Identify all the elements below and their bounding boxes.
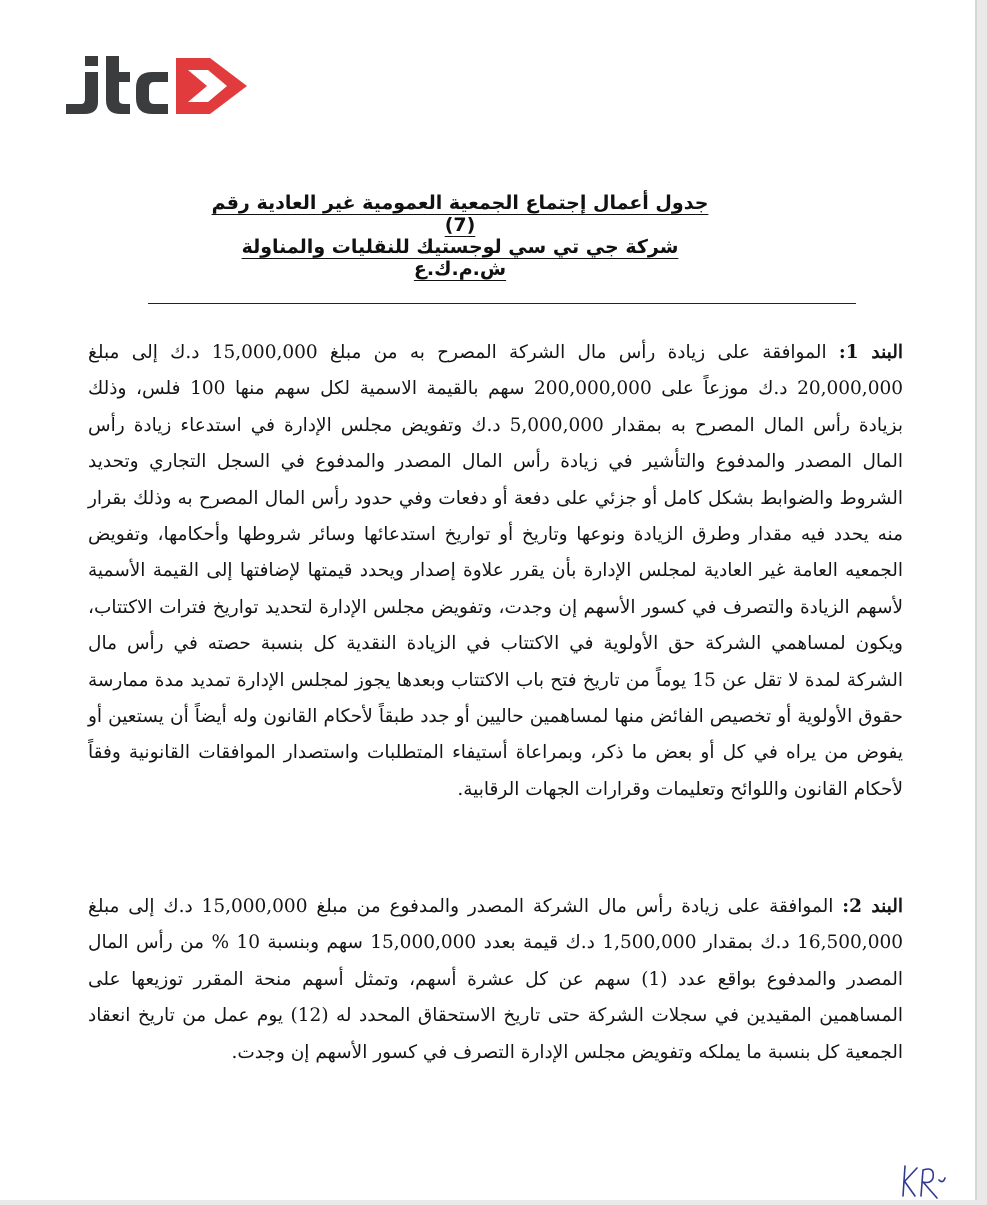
document-title: جدول أعمال إجتماع الجمعية العمومية غير العادية رقم (7) — [211, 192, 709, 236]
clause-text: الموافقة على زيادة رأس مال الشركة المصدر والمدفوع من مبلغ 15,000,000 د.ك إلى مبلغ 16,500,000 د.ك بمقدار 1,500,000 د.ك قيمة بعدد 15,000,000 سهم وبنسبة 10 % من رأس المال المصدر والمدفوع بواقع عدد (1) سهم عن كل عشرة أسهم، وتمثل أسهم منحة المقرر توزيعها على المساهمين المقيدين في سجلات الشركة حتى تاريخ الاستحقاق المحدد له (12) يوم عمل من تاريخ انعقاد الجمعية كل بنسبة ما يملكه وتفويض مجلس الإدارة التصرف في كسور الأسهم إن وجدت. — [88, 896, 904, 1063]
clause-2 — [88, 889, 903, 1071]
signature-icon — [893, 1160, 953, 1200]
clause-1 — [88, 335, 903, 808]
clause-label: البند 2: — [842, 896, 904, 917]
clause-label: البند 1: — [838, 342, 904, 363]
header-divider — [148, 303, 856, 304]
company-logo — [60, 44, 255, 124]
clause-text: الموافقة على زيادة رأس مال الشركة المصرح به من مبلغ 15,000,000 د.ك إلى مبلغ 20,000,000 د.ك موزعاً على 200,000,000 سهم بالقيمة الاسمية لكل سهم منها 100 فلس، وذلك بزيادة رأس المال المصرح به بمقدار 5,000,000 د.ك وتفويض مجلس الإدارة في استدعاء زيادة رأس المال المصدر والمدفوع والتأشير في زيادة رأس المال المصدر والمدفوع في السجل التجاري وتحديد الشروط والضوابط بشكل كامل أو جزئي على دفعة أو دفعات وفي حدود رأس المال المصرح به وذلك بقرار منه يحدد فيه مقدار وطرق الزيادة ونوعها وتاريخ أو تواريخ استدعائها وسائر شروطها وأحكامها، وتفويض الجمعيه العامة غير العادية لمجلس الإدارة بأن يقرر علاوة إصدار ويحدد قيمتها لإضافتها إلى القيمة الأسمية لأسهم الزيادة والتصرف في كسور الأسهم إن وجدت، وتفويض مجلس الإدارة لتحديد تواريخ فترات الاكتتاب، ويكون لمساهمي الشركة حق الأولوية في الاكتتاب في الزيادة النقدية كل بنسبة حصته في رأس مال الشركة لمدة لا تقل عن 15 يوماً من تاريخ فتح باب الاكتتاب وبعدها يجوز لمجلس الإدارة تمديد مدة ممارسة حقوق الأولوية أو تخصيص الفائض منها لمساهمين حاليين أو جدد طبقاً لأحكام القانون وله أيضاً أن يستعين أو يفوض من يراه في كل أو بعض ما ذكر، وبمراعاة أستيفاء المتطلبات واستصدار الموافقات القانونية وفقاً لأحكام القانون واللوائح وتعليمات وقرارات الجهات الرقابية. — [88, 342, 904, 800]
company-name-title: شركة جي تي سي لوجستيك للنقليات والمناولة ش.م.ك.ع — [241, 236, 679, 280]
handwritten-signature — [893, 1160, 953, 1200]
jtc-logo-icon — [60, 44, 255, 124]
